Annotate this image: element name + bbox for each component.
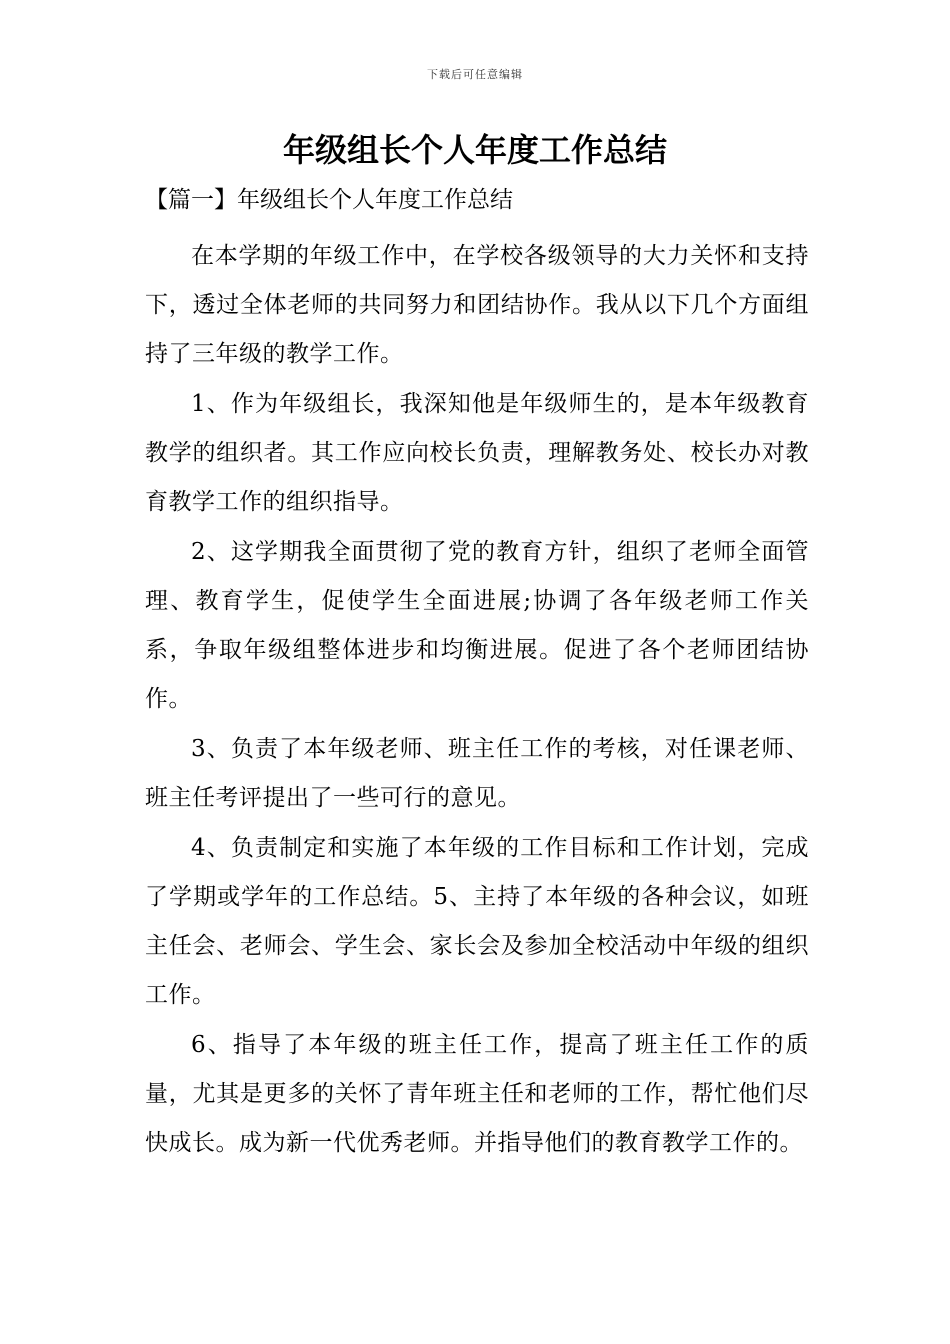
paragraph-item-4-5: 4、负责制定和实施了本年级的工作目标和工作计划，完成了学期或学年的工作总结。5、主持了本年级的各种会议，如班主任会、老师会、学生会、家长会及参加全校活动中年级的组织工作。 [145,835,809,1008]
paragraph-item-3: 3、负责了本年级老师、班主任工作的考核，对任课老师、班主任考评提出了一些可行的意见。 [145,736,809,811]
document-title: 年级组长个人年度工作总结 [282,131,667,169]
paragraph-item-1: 1、作为年级组长，我深知他是年级师生的，是本年级教育教学的组织者。其工作应向校长负责，理解教务处、校长办对教育教学工作的组织指导。 [145,391,809,515]
paragraph-item-2: 2、这学期我全面贯彻了党的教育方针，组织了老师全面管理、教育学生，促使学生全面进展;协调了各年级老师工作关系，争取年级组整体进步和均衡进展。促进了各个老师团结协作。 [145,539,809,712]
header-note: 下载后可任意编辑 [427,68,523,81]
paragraph-item-6: 6、指导了本年级的班主任工作，提高了班主任工作的质量，尤其是更多的关怀了青年班主任和老师的工作，帮忙他们尽快成长。成为新一代优秀老师。并指导他们的教育教学工作的。 [145,1032,809,1156]
paragraph-intro: 在本学期的年级工作中，在学校各级领导的大力关怀和支持下，透过全体老师的共同努力和团结协作。我从以下几个方面组持了三年级的教学工作。 [145,243,809,367]
section-heading: 【篇一】年级组长个人年度工作总结 [145,187,513,213]
document-body [145,182,809,1169]
